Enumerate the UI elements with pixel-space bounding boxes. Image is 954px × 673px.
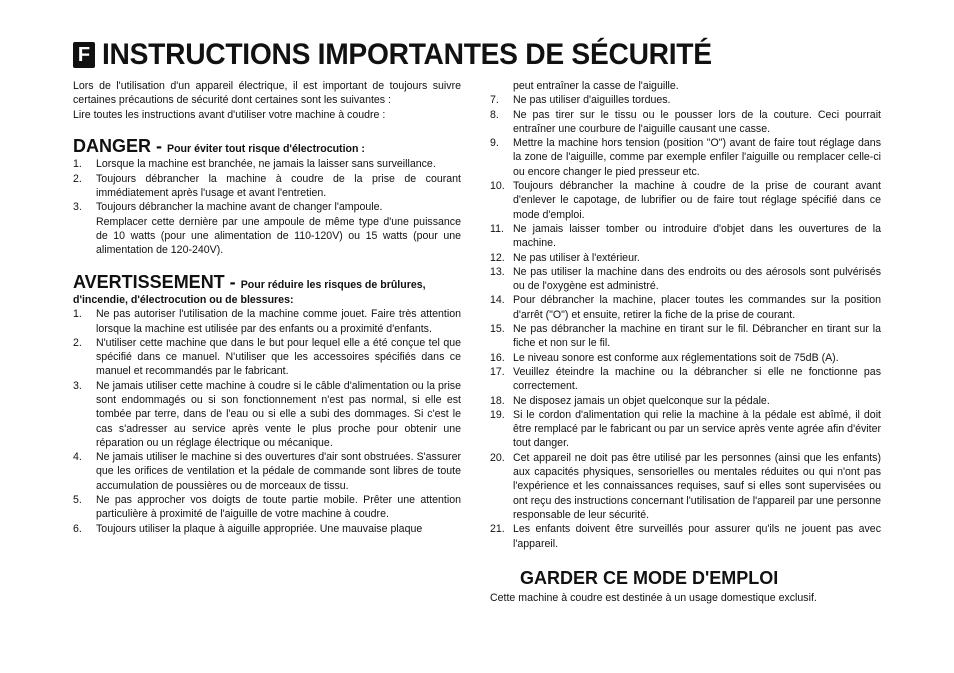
item-text: Toujours débrancher la machine avant de changer l'ampoule.: [96, 201, 383, 214]
item-number: 17.: [490, 365, 505, 378]
item-number: 4.: [73, 451, 82, 464]
danger-title: DANGER -: [73, 135, 167, 156]
item-text: Ne pas approcher vos doigts de toute partie mobile. Prêter une attention particulière à proximité de l'aiguille de votre machine à coudre.: [96, 494, 461, 521]
item-text-extra: Remplacer cette dernière par une ampoule de même type d'une puissance de 10 watts (pour une alimentation de 110-120V) ou 15 watts (pour une alimentation de 120-240V).: [96, 215, 461, 257]
item-number: 3.: [73, 379, 82, 392]
left-column: [73, 79, 461, 536]
item-text: Toujours débrancher la machine à coudre de la prise de courant immédiatement après l'usage et avant l'entretien.: [96, 172, 461, 199]
item-number: 8.: [490, 108, 499, 121]
item-number: 7.: [490, 94, 499, 107]
item-text: Pour débrancher la machine, placer toutes les commandes sur la position d'arrêt ("O") et ensuite, retirer la fiche de la prise de courant.: [513, 294, 881, 321]
list-item: [73, 200, 461, 257]
avertissement-list-continued: [490, 93, 881, 551]
avertissement-subtitle: Pour réduire les risques de brûlures, d'incendie, d'électrocution ou de blessures:: [73, 279, 426, 306]
item-number: 12.: [490, 251, 505, 264]
list-item: [490, 522, 881, 551]
list-item: [490, 136, 881, 179]
list-item: [490, 93, 881, 107]
item-number: 6.: [73, 522, 82, 535]
list-item: [73, 493, 461, 522]
list-item: [73, 336, 461, 379]
item-text: Mettre la machine hors tension (position "O") avant de faire tout réglage dans la zone de l'aiguille, comme par exemple enfiler l'aiguille ou remplacer celle-ci ou encore changer le pied presseur etc.: [513, 137, 881, 178]
item-text: Cet appareil ne doit pas être utilisé par les personnes (ainsi que les enfants) aux capacités physiques, sensorielles ou mentales réduites ou qui n'ont pas l'expérience et les connaissances requises, sauf si elles sont supervisées ou ont reçu des instructions concernant l'utilisation de l'appareil par une personne responsable de leur sécurité.: [513, 451, 881, 521]
item-text: Ne pas utiliser d'aiguilles tordues.: [513, 94, 671, 107]
list-item: [490, 108, 881, 137]
item-text: Toujours débrancher la machine à coudre de la prise de courant avant d'enlever le capotage, de lubrifier ou de faire tout réglage spécifié dans ce mode d'emploi.: [513, 180, 881, 221]
item-text: Ne jamais laisser tomber ou introduire d'objet dans les ouvertures de la machine.: [513, 222, 881, 250]
item-number: 1.: [73, 158, 82, 171]
item-text: Toujours utiliser la plaque à aiguille appropriée. Une mauvaise plaque: [96, 522, 423, 535]
item-number: 21.: [490, 523, 505, 536]
item-text: Ne disposez jamais un objet quelconque sur la pédale.: [513, 394, 770, 407]
list-item: [490, 251, 881, 265]
danger-heading: [73, 135, 461, 158]
language-badge: F: [73, 42, 95, 68]
list-item: [490, 222, 881, 251]
item-text: Les enfants doivent être surveillés pour assurer qu'ils ne jouent pas avec l'appareil.: [513, 523, 881, 550]
item-text: Veuillez éteindre la machine ou la débrancher si elle ne fonctionne pas correctement.: [513, 365, 881, 393]
avertissement-title: AVERTISSEMENT -: [73, 272, 241, 293]
item-text: Ne pas utiliser à l'extérieur.: [513, 251, 640, 264]
item-number: 16.: [490, 351, 505, 364]
avertissement-list: [73, 307, 461, 536]
item-number: 2.: [73, 336, 82, 349]
danger-subtitle: Pour éviter tout risque d'électrocution :: [167, 142, 365, 155]
item-continuation: peut entraîner la casse de l'aiguille.: [513, 80, 679, 92]
list-item: [490, 293, 881, 322]
item-number: 19.: [490, 408, 505, 421]
list-item: [490, 408, 881, 451]
list-item: [73, 379, 461, 450]
list-item: [490, 179, 881, 222]
list-item: [490, 394, 881, 408]
list-item: [73, 157, 461, 171]
item-number: 5.: [73, 494, 82, 507]
item-text: Ne jamais utiliser cette machine à coudre si le câble d'alimentation ou la prise sont endommagés ou si son fonctionnement n'est pas normal, si elle est tombée par terre, dans de l'eau ou si elle a subi des dommages. Si c'est le cas s'adresser au service après vente le plus proche pour obtenir une réparation ou un réglage électrique ou mécanique.: [96, 379, 461, 449]
item-text: Ne jamais utiliser le machine si des ouvertures d'air sont obstruées. S'assurer que les orifices de ventilation et la pédale de commande sont libres de toute accumulation de poussières ou de morceaux de tissu.: [96, 451, 461, 492]
page-title: INSTRUCTIONS IMPORTANTES DE SÉCURITÉ: [102, 38, 712, 71]
item-number: 13.: [490, 265, 505, 278]
avertissement-heading: [73, 271, 461, 307]
list-item: [490, 265, 881, 294]
garder-text: Cette machine à coudre est destinée à un usage domestique exclusif.: [490, 591, 817, 604]
list-item: [490, 365, 881, 394]
item-number: 3.: [73, 201, 82, 214]
intro-paragraph: Lors de l'utilisation d'un appareil électrique, il est important de toujours suivre certaines précautions de sécurité dont certaines sont les suivantes :: [73, 80, 461, 107]
item-text: Le niveau sonore est conforme aux réglementations soit de 75dB (A).: [513, 351, 839, 364]
intro-instruction: Lire toutes les instructions avant d'utiliser votre machine à coudre :: [73, 108, 386, 121]
item-number: 15.: [490, 323, 505, 336]
item-text: N'utiliser cette machine que dans le but pour lequel elle a été conçue tel que spécifié dans ce manuel. N'utiliser que les accessoires spécifiés dans ce manuel et recommandés par le fabricant.: [96, 336, 461, 378]
page-header: [73, 38, 751, 72]
item-number: 14.: [490, 294, 505, 307]
right-column: [490, 79, 881, 605]
item-text: Lorsque la machine est branchée, ne jamais la laisser sans surveillance.: [96, 158, 436, 171]
list-item: [73, 307, 461, 336]
item-number: 10.: [490, 180, 505, 193]
item-text: Ne pas utiliser la machine dans des endroits ou des aérosols sont pulvérisés ou de l'oxygène est administré.: [513, 265, 881, 293]
danger-list: [73, 157, 461, 257]
garder-heading: GARDER CE MODE D'EMPLOI: [520, 567, 779, 588]
item-text: Ne pas autoriser l'utilisation de la machine comme jouet. Faire très attention lorsque la machine est utilisée par des enfants ou a proximité d'enfants.: [96, 308, 461, 335]
item-number: 9.: [490, 137, 499, 150]
item-text: Si le cordon d'alimentation qui relie la machine à la pédale est abîmé, il doit être remplacé par le fabricant ou par un service après vente agrée afin d'éviter tout danger.: [513, 408, 881, 450]
item-text: Ne pas tirer sur le tissu ou le pousser lors de la couture. Ceci pourrait entraîner une courbure de l'aiguille causant une casse.: [513, 108, 881, 135]
list-item: [490, 322, 881, 351]
list-item: [490, 351, 881, 365]
list-item: [73, 450, 461, 493]
list-item: [73, 522, 461, 536]
list-item: [73, 172, 461, 201]
list-item: [490, 451, 881, 522]
item-number: 11.: [490, 222, 504, 235]
item-number: 20.: [490, 451, 505, 464]
item-text: Ne pas débrancher la machine en tirant sur le fil. Débrancher en tirant sur la fiche et non sur le fil.: [513, 323, 881, 350]
item-number: 18.: [490, 394, 505, 407]
item-number: 2.: [73, 172, 82, 185]
item-number: 1.: [73, 308, 82, 321]
